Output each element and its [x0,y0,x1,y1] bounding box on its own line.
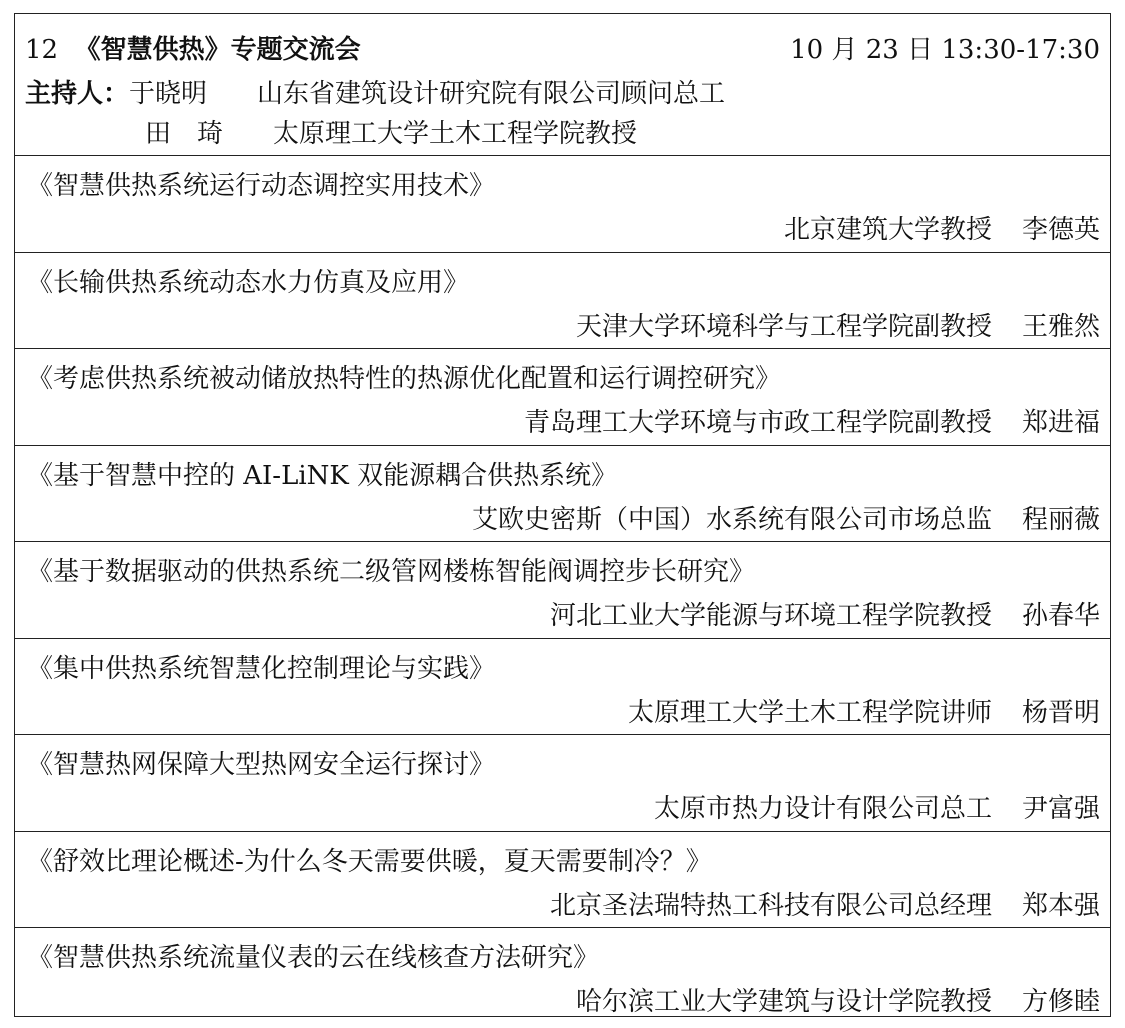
talk-row [15,542,1110,639]
talk-row [15,253,1110,350]
speaker-affiliation: 哈尔滨工业大学建筑与设计学院教授 [575,987,992,1017]
talk-row [15,928,1110,1025]
talk-title: 《智慧供热系统流量仪表的云在线核查方法研究》 [27,943,600,973]
speaker-name: 郑进福 [1021,408,1100,438]
talk-title: 《智慧供热系统运行动态调控实用技术》 [27,171,496,201]
speaker-affiliation: 北京圣法瑞特热工科技有限公司总经理 [549,890,992,921]
speaker-name: 尹富强 [1021,794,1100,824]
speaker-name: 孙春华 [1021,601,1100,631]
speaker-name: 郑本强 [1021,890,1100,921]
talk-row [15,156,1110,253]
talk-speaker-line [576,986,1100,1018]
session-date-time: 10 月 23 日 13:30-17:30 [790,35,1100,65]
speaker-name: 李德英 [1021,215,1100,245]
talk-speaker-line [472,504,1100,536]
host-name: 田 琦 [145,119,224,149]
talk-row [15,832,1110,929]
talk-speaker-line [550,890,1100,922]
talk-title: 《长输供热系统动态水力仿真及应用》 [27,267,470,298]
talk-speaker-line [628,697,1100,729]
talk-speaker-line [550,600,1100,632]
speaker-affiliation: 青岛理工大学环境与市政工程学院副教授 [523,408,992,438]
talk-list [15,156,1110,1025]
host-label: 主持人： [25,79,130,109]
talk-title: 《基于智慧中控的 AI-LiNK 双能源耦合供热系统》 [27,460,618,491]
session-header [15,14,1110,156]
host-line-2 [25,118,637,150]
speaker-affiliation: 太原理工大学土木工程学院讲师 [627,697,992,728]
host-affiliation: 太原理工大学土木工程学院教授 [273,119,638,149]
talk-speaker-line [784,214,1100,246]
talk-speaker-line [524,407,1100,439]
speaker-affiliation: 艾欧史密斯（中国）水系统有限公司市场总监 [471,504,992,535]
talk-title: 《智慧热网保障大型热网安全运行探讨》 [27,750,496,780]
host-line-1 [25,78,725,110]
talk-row [15,349,1110,446]
speaker-name: 王雅然 [1021,311,1100,342]
talk-speaker-line [576,311,1100,343]
speaker-affiliation: 天津大学环境科学与工程学院副教授 [575,311,992,342]
session-title: 《智慧供热》专题交流会 [74,35,361,65]
host-affiliation: 山东省建筑设计研究院有限公司顾问总工 [257,79,726,109]
session-number: 12 [25,35,59,65]
session-title-line [25,34,361,66]
talk-row [15,735,1110,832]
talk-row [15,639,1110,736]
talk-title: 《考虑供热系统被动储放热特性的热源优化配置和运行调控研究》 [27,364,782,394]
speaker-name: 方修睦 [1021,987,1100,1017]
talk-speaker-line [654,793,1100,825]
program-table [14,13,1111,1017]
speaker-affiliation: 北京建筑大学教授 [783,215,992,245]
talk-title: 《舒效比理论概述-为什么冬天需要供暖，夏天需要制冷？》 [27,846,712,877]
talk-row [15,446,1110,543]
speaker-affiliation: 河北工业大学能源与环境工程学院教授 [549,601,992,631]
host-name: 于晓明 [129,79,208,109]
talk-title: 《集中供热系统智慧化控制理论与实践》 [27,653,496,684]
speaker-name: 程丽薇 [1021,504,1100,535]
speaker-name: 杨晋明 [1021,697,1100,728]
talk-title: 《基于数据驱动的供热系统二级管网楼栋智能阀调控步长研究》 [27,557,756,587]
speaker-affiliation: 太原市热力设计有限公司总工 [653,794,992,824]
